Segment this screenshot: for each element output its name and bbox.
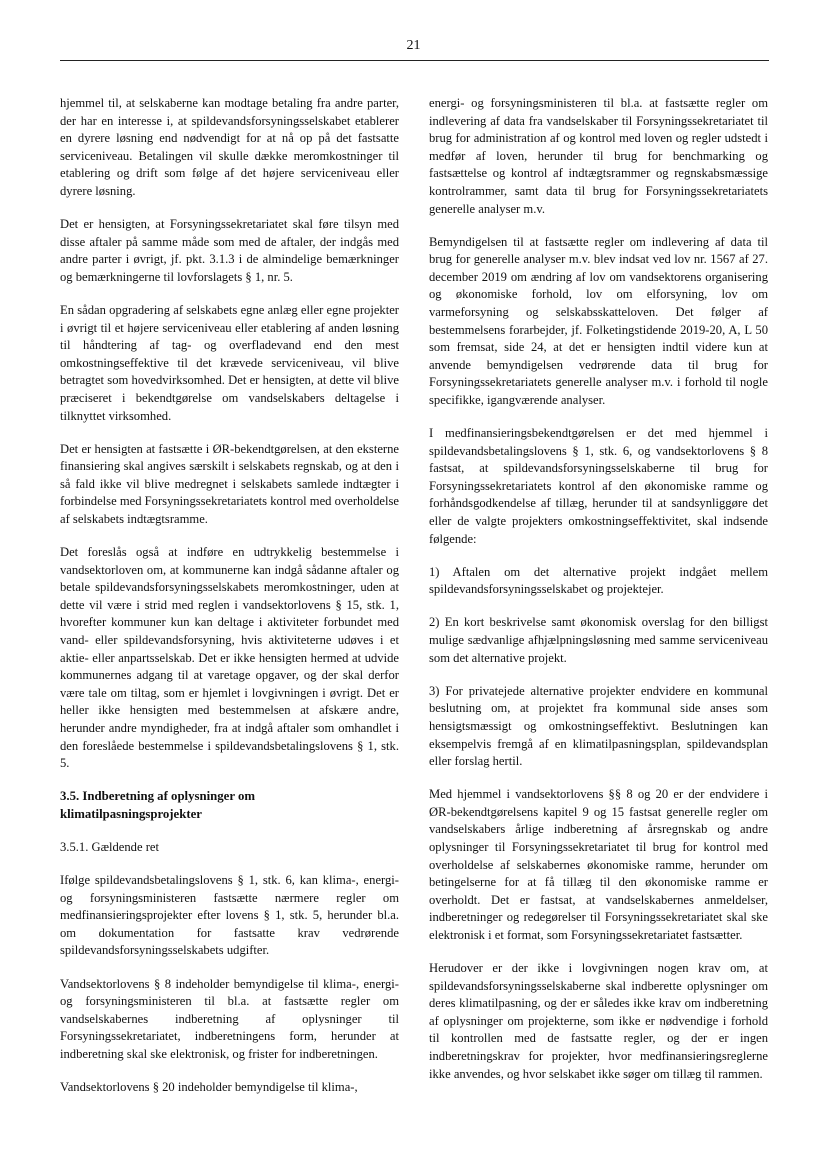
paragraph: Herudover er der ikke i lovgivningen nogen krav om, at spildevandsforsyningsselskaberne skal indberette oplysninger om deres klimatilpasning, og der er således ikke krav om indberetning af oplysninger om projekterne, som ikke er nødvendige i forhold til kontrollen med de fastsatte regler, og der er ingen indberetningskrav for projekter, hvor medfinansieringsreglerne ikke anvendes, og hvor selskabet ikke søger om tillæg til rammen.	[429, 961, 768, 1081]
left-column	[60, 95, 399, 1112]
paragraph: Det er hensigten at fastsætte i ØR-bekendtgørelsen, at den eksterne finansiering skal angives særskilt i selskabets regnskab, og at den i så fald ikke vil blive medregnet i selskabets samlede indtægter i forbindelse med Forsyningssekretariatets kontrol med overholdelse af selskabets indtægtsramme.	[60, 441, 399, 526]
list-item: 2) En kort beskrivelse samt økonomisk overslag for den billigst mulige sædvanlige afhjælpningsløsning med samme serviceniveau som det alternative projekt.	[429, 615, 768, 665]
subsection-heading: 3.5.1. Gældende ret	[60, 839, 159, 854]
paragraph: En sådan opgradering af selskabets egne anlæg eller egne projekter i øvrigt til et højere serviceniveau eller etablering af anden løsning til håndtering af tag- og overfladevand end den mest omkostningseffektive til det krævede serviceniveau, vil blive betragtet som hovedvirksomhed. Det er hensigten, at dette vil blive præciseret i bekendtgørelse om vandselskabers deltagelse i tilknyttet virksomhed.	[60, 302, 399, 423]
paragraph: I medfinansieringsbekendtgørelsen er det med hjemmel i spildevandsbetalingslovens § 1, stk. 6, og vandsektorlovens § 8 fastsat, at spildevandsforsyningsselskaberne til brug for Forsyningssekretariatets kontrol af den økonomiske ramme og forhåndsgodkendelse af tillæg, herunder til at sandsynliggøre det eller de valgte projekters omkostningseffektivitet, skal indsende følgende:	[429, 426, 768, 546]
page-number: 21	[406, 38, 421, 53]
paragraph: Det foreslås også at indføre en udtrykkelig bestemmelse i vandsektorloven om, at kommunerne kan indgå sådanne aftaler og betale spildevandsforsyningsselskabets meromkostninger, uden at dette vil være i strid med reglen i vandsektorlovens § 15, stk. 1, hvorefter kommuner kun kan deltage i aktiviteter forbundet med vand- eller spildevandsforsyning, hvis aktiviteterne udøves i et aktie- eller anpartsselskab. Det er ikke hensigten hermed at udvide kommunernes adgang til at varetage opgaver, og der skal derfor være tale om tiltag, som er hjemlet i lovgivningen i øvrigt. Det er heller ikke hensigten med bestemmelsen at afskære andre, herunder andre myndigheder, fra at indgå aftaler som omhandlet i den foreslåede bestemmelse i spildevandsbetalingslovens § 1, stk. 5.	[60, 545, 399, 771]
paragraph: Ifølge spildevandsbetalingslovens § 1, stk. 6, kan klima-, energi- og forsyningsministeren fastsætte nærmere regler om medfinansieringsprojekter efter lovens § 1, stk. 5, herunder bl.a. om dokumentation for fastsatte krav vedrørende spildevandsforsyningsselskabets udgifter.	[60, 873, 399, 958]
paragraph: Det er hensigten, at Forsyningssekretariatet skal føre tilsyn med disse aftaler på samme måde som med de aftaler, der indgås med andre parter i øvrigt, jf. pkt. 3.1.3 i de almindelige bemærkninger og bemærkningerne til lovforslagets § 1, nr. 5.	[60, 217, 399, 284]
paragraph: Bemyndigelsen til at fastsætte regler om indlevering af data til brug for generelle analyser m.v. blev indsat ved lov nr. 1567 af 27. december 2019 om ændring af lov om vandsektorens organisering og økonomiske forhold, lov om elforsyning, lov om varmeforsyning og selskabsskatteloven. Det følger af bestemmelsens forarbejder, jf. Folketingstidende 2019-20, A, L 50 som fremsat, side 24, at det er hensigten indtil videre kun at anvende bemyndigelsen vedrørende data til brug for Forsyningssekretariatets generelle analyser m.v. i forhold til nogle specifikke, igangværende analyser.	[429, 234, 768, 407]
section-heading: 3.5. Indberetning af oplysninger om klimatilpasningsprojekter	[60, 789, 256, 821]
paragraph: Vandsektorlovens § 20 indeholder bemyndigelse til klima-,	[60, 1080, 358, 1094]
paragraph: Vandsektorlovens § 8 indeholder bemyndigelse til klima-, energi- og forsyningsministeren til bl.a. at fastsætte regler om vandselskabernes indberetning af oplysninger til Forsyningssekretariatet, indberetningens form, herunder at indberetning skal ske elektronisk, og frister for indberetningen.	[60, 976, 399, 1061]
list-item: 1) Aftalen om det alternative projekt indgået mellem spildevandsforsyningsselskabet og projektejer.	[429, 564, 768, 597]
right-column	[429, 95, 768, 1099]
paragraph: energi- og forsyningsministeren til bl.a. at fastsætte regler om indlevering af data fra vandselskaber til Forsyningssekretariatet til brug for administration af og kontrol med loven og regler udstedt i medfør af loven, herunder til brug for benchmarking og fastsættelse og kontrol af indtægtsrammer og regnskabsmæssige kontrolrammer, samt data til brug for Forsyningssekretariatets generelle analyser m.v.	[429, 96, 768, 216]
paragraph: hjemmel til, at selskaberne kan modtage betaling fra andre parter, der har en interesse i, at spildevandsforsyningsselskabet etablerer en dyrere løsning end nødvendigt for at nå op på det fastsatte serviceniveau. Betalingen vil skulle dække meromkostninger til etablering og drift som følge af det højere serviceniveau eller dyrere løsning.	[60, 96, 399, 198]
paragraph: Med hjemmel i vandsektorlovens §§ 8 og 20 er der endvidere i ØR-bekendtgørelsens kapitel 9 og 15 fastsat generelle regler om vandselskabers årlige indberetning af årsregnskab og andre oplysninger til Forsyningssekretariatet til brug for kontrol med overholdelse af selskabernes økonomiske ramme, herunder om betingelserne for at få tillæg til den økonomiske ramme er overholdt. Det er fastsat, at vandselskabernes anmeldelser, indberetninger og redegørelser til Forsyningssekretariatet skal ske elektronisk i et format, som Forsyningssekretariatet fastsætter.	[429, 787, 768, 942]
list-item: 3) For privatejede alternative projekter endvidere en kommunal beslutning om, at projektet fra kommunal side anses som hensigtsmæssigt og omkostningseffektivt. Beslutningen kan eksempelvis fremgå af en klimatilpasningsplan, spildevandsplan eller forslag hertil.	[429, 683, 768, 769]
header-rule	[60, 60, 769, 61]
